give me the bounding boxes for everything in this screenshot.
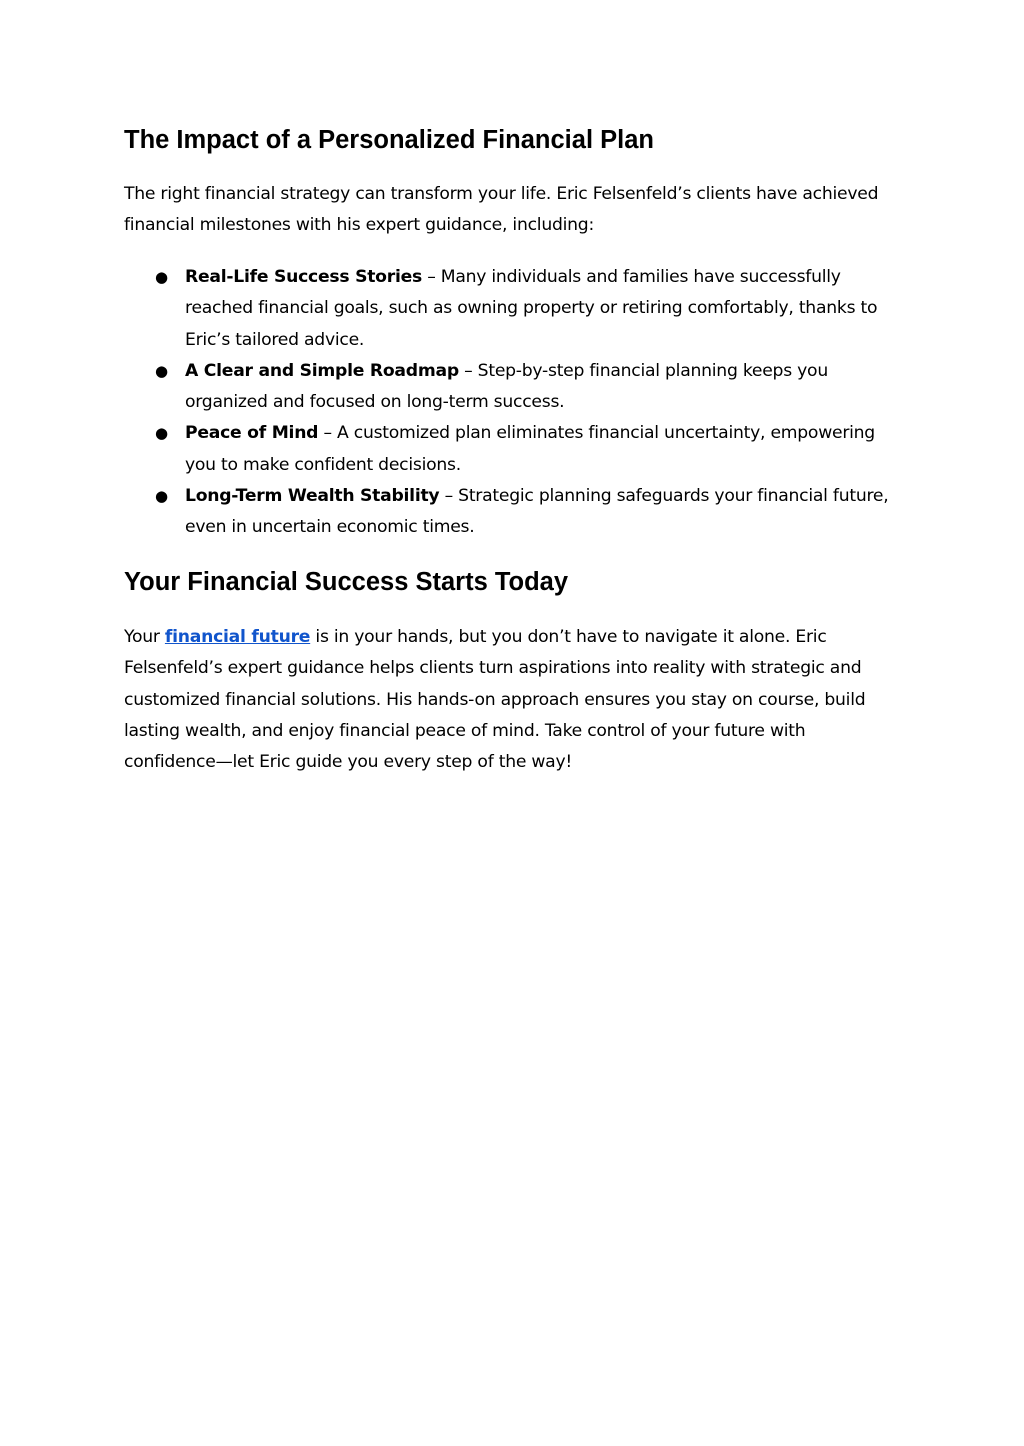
list-item-text: – Strategic planning safeguards your financial future, even in uncertain economic times. (185, 486, 889, 538)
intro-paragraph: The right financial strategy can transform your life. Eric Felsenfeld’s clients have achieved financial milestones with his expert guidance, including: (124, 184, 879, 236)
list-item (124, 356, 894, 419)
bullet-icon: ● (155, 361, 168, 380)
closing-text-rest: is in your hands, but you don’t have to navigate it alone. Eric Felsenfeld’s expert guidance helps clients turn aspirations into reality with strategic and customized financial solutions. His hands-on approach ensures you stay on course, build lasting wealth, and enjoy financial peace of mind. Take control of your future with confidence—let Eric guide you every step of the way! (124, 627, 866, 773)
bullet-icon: ● (155, 424, 168, 443)
list-item-term: Long-Term Wealth Stability (185, 486, 440, 507)
list-item-term: Real-Life Success Stories (185, 267, 422, 287)
section-heading-impact: The Impact of a Personalized Financial Plan (124, 126, 654, 154)
list-item-text: – A customized plan eliminates financial uncertainty, empowering you to make confident decisions. (185, 423, 875, 475)
list-item-term: Peace of Mind (185, 423, 319, 444)
bullet-icon: ● (155, 268, 168, 286)
benefits-list (124, 262, 894, 544)
bullet-icon: ● (155, 487, 168, 506)
financial-future-link[interactable]: financial future (164, 627, 311, 647)
closing-text-start: Your (124, 627, 165, 647)
list-item-text: – Step-by-step financial planning keeps you organized and focused on long-term success. (185, 360, 828, 413)
closing-paragraph (124, 622, 894, 778)
section-heading-success: Your Financial Success Starts Today (124, 568, 569, 596)
list-item (124, 262, 894, 356)
list-item (124, 481, 894, 544)
list-item (124, 418, 894, 481)
list-item-text: – Many individuals and families have successfully reached financial goals, such as owning property or retiring comfortably, thanks to Eric’s tailored advice. (185, 267, 878, 350)
list-item-term: A Clear and Simple Roadmap (185, 360, 459, 381)
